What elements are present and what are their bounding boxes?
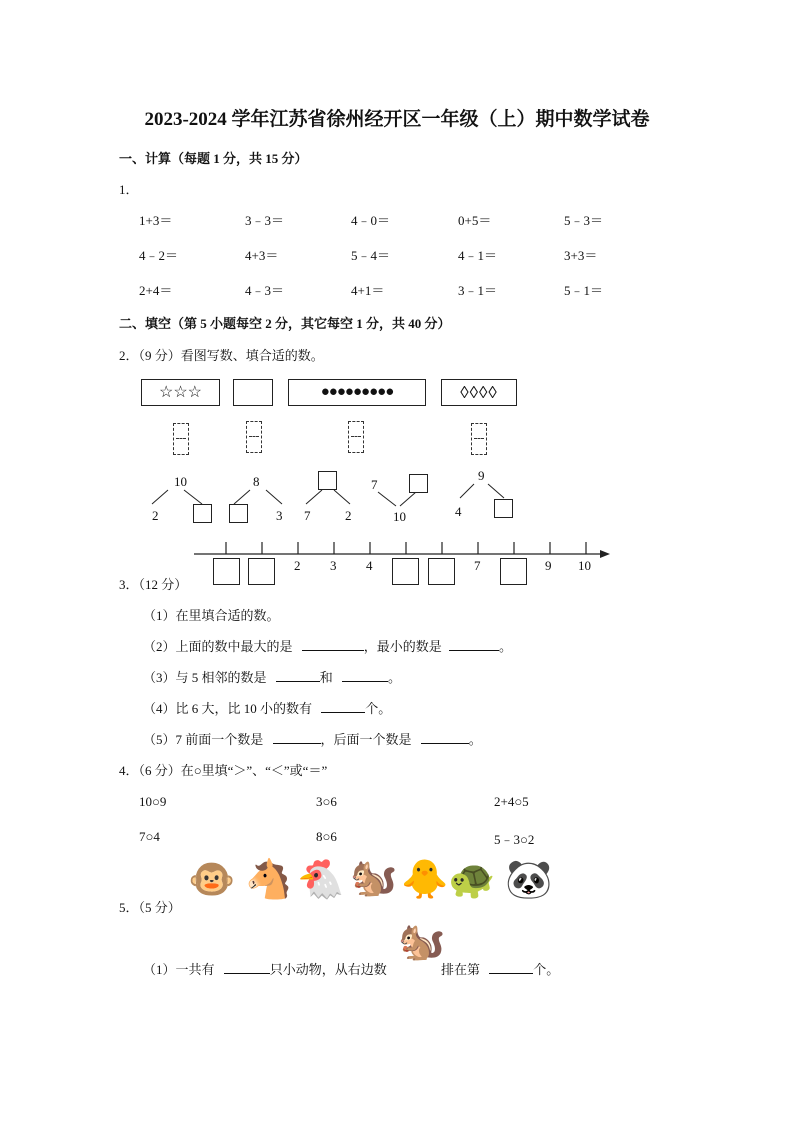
answer-blank[interactable] <box>489 962 533 974</box>
tree1-answer-box[interactable] <box>193 504 212 523</box>
diamonds-box: ◊◊◊◊ <box>441 379 517 406</box>
numberline-label: 2 <box>294 558 301 573</box>
q3-item5 <box>143 729 482 748</box>
numberline-label: 10 <box>578 558 591 573</box>
calc-item: 4+1＝ <box>351 283 385 298</box>
calc-item: 1+3＝ <box>139 213 173 228</box>
calc-item: 4﹣2＝ <box>139 248 179 263</box>
tree2-top: 8 <box>253 474 260 489</box>
horse-icon: 🐴 <box>245 859 293 901</box>
duckling-icon: 🐥 <box>401 859 449 901</box>
q3-item2 <box>143 636 512 655</box>
compare-item[interactable]: 5﹣3○2 <box>494 832 535 847</box>
compare-item[interactable]: 3○6 <box>316 794 337 809</box>
calc-item: 3﹣1＝ <box>458 283 498 298</box>
q5-item1-start <box>143 959 387 978</box>
tree5-answer-box[interactable] <box>494 499 513 518</box>
q3-item1: （1）在里填合适的数。 <box>143 608 280 623</box>
turtle-icon: 🐢 <box>448 859 496 901</box>
q5-item1-text: 排在第 <box>441 962 481 977</box>
monkey-icon: 🐵 <box>188 859 236 901</box>
calc-item: 2+4＝ <box>139 283 173 298</box>
calc-item: 3+3＝ <box>564 248 598 263</box>
answer-blank[interactable] <box>421 732 469 744</box>
answer-blank[interactable] <box>302 639 364 651</box>
answer-blank[interactable] <box>321 701 365 713</box>
numberline-label: 4 <box>366 558 373 573</box>
calc-item: 5﹣3＝ <box>564 213 604 228</box>
squirrel-icon: 🐿️ <box>398 921 446 963</box>
answer-blank[interactable] <box>342 670 388 682</box>
q3-item4 <box>143 698 391 717</box>
q5-item1-text: 只小动物，从右边数 <box>269 962 387 977</box>
calc-item: 4+3＝ <box>245 248 279 263</box>
answer-dashbox[interactable] <box>471 423 487 455</box>
q3-item3-text: （3）与 5 相邻的数是 <box>143 670 267 685</box>
q3-item2-text: 。 <box>499 639 513 654</box>
panda-icon: 🐼 <box>505 859 553 901</box>
dots-box: ●●●●●●●●● <box>288 379 426 406</box>
tree4-answer-box[interactable] <box>409 474 428 493</box>
calc-item: 3﹣3＝ <box>245 213 285 228</box>
q5-item1-end <box>441 959 559 978</box>
q3-item4-text: （4）比 6 大，比 10 小的数有 <box>143 701 313 716</box>
tree1-left: 2 <box>152 508 159 523</box>
q4-label: 4．（6 分）在○里填“＞”、“＜”或“＝” <box>119 763 328 778</box>
answer-dashbox[interactable] <box>246 421 262 453</box>
q3-item2-text: ，最小的数是 <box>363 639 442 654</box>
q3-item3 <box>143 667 401 686</box>
q5-item1-text: （1）一共有 <box>143 962 215 977</box>
q3-item2-text: （2）上面的数中最大的是 <box>143 639 293 654</box>
empty-box <box>233 379 273 406</box>
numberline-box[interactable] <box>213 558 240 585</box>
tree2-right: 3 <box>276 508 283 523</box>
tree2-answer-box[interactable] <box>229 504 248 523</box>
compare-item[interactable]: 10○9 <box>139 794 167 809</box>
calc-item: 4﹣0＝ <box>351 213 391 228</box>
section1-heading: 一、计算（每题 1 分，共 15 分） <box>119 151 308 166</box>
tree4-left: 7 <box>371 477 378 492</box>
q3-label: 3．（12 分） <box>119 577 188 592</box>
calc-item: 4﹣3＝ <box>245 283 285 298</box>
numberline-label: 3 <box>330 558 337 573</box>
q3-item4-text: 个。 <box>365 701 392 716</box>
tree3-answer-box[interactable] <box>318 471 337 490</box>
q2-label: 2．（9 分）看图写数、填合适的数。 <box>119 348 324 363</box>
answer-blank[interactable] <box>273 732 321 744</box>
numberline-box[interactable] <box>500 558 527 585</box>
q3-item5-text: ，后面一个数是 <box>320 732 412 747</box>
calc-item: 0+5＝ <box>458 213 492 228</box>
answer-blank[interactable] <box>276 670 320 682</box>
numberline-box[interactable] <box>392 558 419 585</box>
compare-item[interactable]: 8○6 <box>316 829 337 844</box>
squirrel-icon: 🐿️ <box>350 857 398 899</box>
compare-item[interactable]: 7○4 <box>139 829 160 844</box>
calc-item: 5﹣1＝ <box>564 283 604 298</box>
numberline-box[interactable] <box>248 558 275 585</box>
answer-blank[interactable] <box>224 962 270 974</box>
calc-item: 5﹣4＝ <box>351 248 391 263</box>
chicken-icon: 🐔 <box>297 859 345 901</box>
tree3-right: 2 <box>345 508 352 523</box>
q3-item3-text: 和 <box>319 670 333 685</box>
q3-item3-text: 。 <box>388 670 402 685</box>
tree3-left: 7 <box>304 508 311 523</box>
tree5-top: 9 <box>478 468 485 483</box>
stars-box: ☆☆☆ <box>141 379 220 406</box>
q3-item5-text: 。 <box>468 732 482 747</box>
q5-label: 5．（5 分） <box>119 900 181 915</box>
tree5-left: 4 <box>455 504 462 519</box>
compare-item[interactable]: 2+4○5 <box>494 794 529 809</box>
answer-blank[interactable] <box>449 639 499 651</box>
answer-dashbox[interactable] <box>173 423 189 455</box>
numberline-box[interactable] <box>428 558 455 585</box>
answer-dashbox[interactable] <box>348 421 364 453</box>
tree1-top: 10 <box>174 474 187 489</box>
calc-item: 4﹣1＝ <box>458 248 498 263</box>
q5-item1-text: 个。 <box>533 962 560 977</box>
q1-label: 1． <box>119 182 139 197</box>
section2-heading: 二、填空（第 5 小题每空 2 分，其它每空 1 分，共 40 分） <box>119 316 451 331</box>
numberline-label: 7 <box>474 558 481 573</box>
q3-item5-text: （5）7 前面一个数是 <box>143 732 264 747</box>
numberline-label: 9 <box>545 558 552 573</box>
tree4-bottom: 10 <box>393 509 406 524</box>
page-title: 2023-2024 学年江苏省徐州经开区一年级（上）期中数学试卷 <box>144 109 650 130</box>
